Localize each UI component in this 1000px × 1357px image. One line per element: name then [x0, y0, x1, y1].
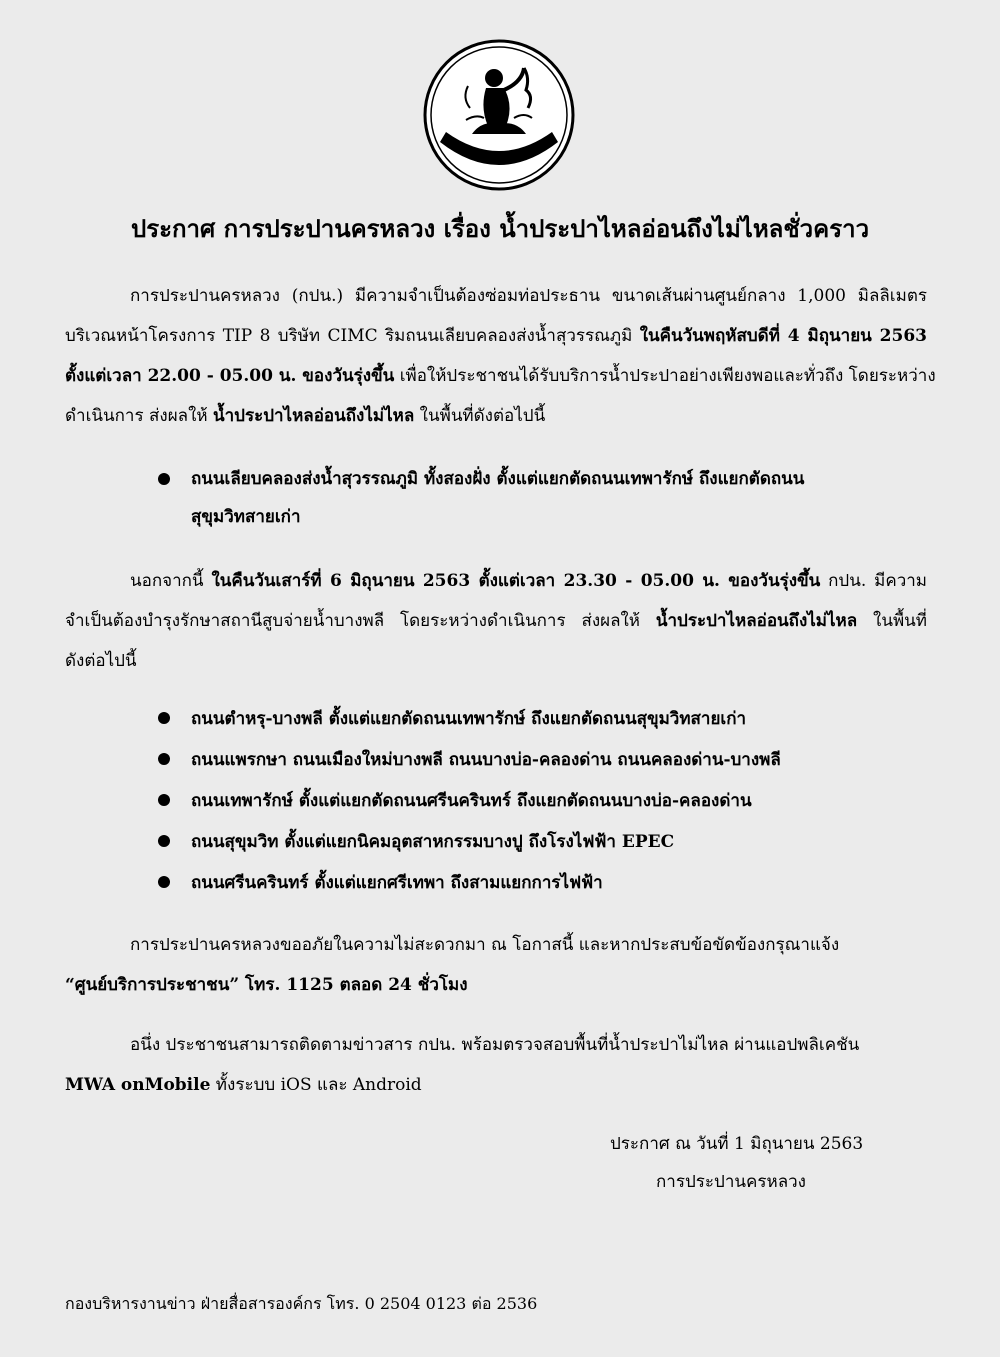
paragraph-line: การประปานครหลวง (กปน.) มีความจำเป็นต้องซ่อมท่อประธาน ขนาดเส้นผ่านศูนย์กลาง 1,000 มิลลิเมตร	[130, 286, 927, 306]
bullet-icon	[158, 876, 170, 888]
bullet-icon	[158, 794, 170, 806]
effect-highlight: น้ำประปาไหลอ่อนถึงไม่ไหล	[212, 406, 415, 426]
mwa-seal-logo	[422, 38, 576, 192]
paragraph-line: อนึ่ง ประชาชนสามารถติดตามข่าวสาร กปน. พร้อมตรวจสอบพื้นที่น้ำประปาไม่ไหล ผ่านแอปพลิเคชัน	[130, 1035, 860, 1055]
paragraph-line: การประปานครหลวงขออภัยในความไม่สะดวกมา ณ โอกาสนี้ และหากประสบข้อขัดข้องกรุณาแจ้ง	[130, 935, 840, 955]
bullet-icon	[158, 753, 170, 765]
paragraph-line: บริเวณหน้าโครงการ TIP 8 บริษัท CIMC ริมถนนเลียบคลองส่งน้ำสุวรรณภูมิ ในคืนวันพฤหัสบดีที่ 4 มิถุนายน 2563	[65, 326, 927, 346]
date-highlight: ในคืนวันเสาร์ที่ 6 มิถุนายน 2563 ตั้งแต่เวลา 23.30 - 05.00 น. ของวันรุ่งขึ้น	[211, 571, 821, 591]
list-item: ถนนแพรกษา ถนนเมืองใหม่บางพลี ถนนบางบ่อ-คลองด่าน ถนนคลองด่าน-บางพลี	[158, 740, 928, 781]
bullet-icon	[158, 473, 170, 485]
paragraph-line: ดังต่อไปนี้	[65, 651, 137, 671]
effect-highlight: น้ำประปาไหลอ่อนถึงไม่ไหล	[655, 611, 858, 631]
affected-areas-list-1	[158, 460, 928, 536]
affected-areas-list-2	[158, 699, 928, 904]
announcement-title: ประกาศ การประปานครหลวง เรื่อง น้ำประปาไหลอ่อนถึงไม่ไหลชั่วคราว	[130, 214, 870, 243]
list-item: ถนนสุขุมวิท ตั้งแต่แยกนิคมอุตสาหกรรมบางปู ถึงโรงไฟฟ้า EPEC	[158, 822, 928, 863]
footer-contact: กองบริหารงานข่าว ฝ่ายสื่อสารองค์กร โทร. 0 2504 0123 ต่อ 2536	[65, 1294, 538, 1313]
paragraph-pump-maintenance	[65, 561, 927, 681]
paragraph-line: นอกจากนี้ ในคืนวันเสาร์ที่ 6 มิถุนายน 2563 ตั้งแต่เวลา 23.30 - 05.00 น. ของวันรุ่งขึ้น กปน. มีความ	[130, 571, 928, 591]
signing-organization: การประปานครหลวง	[656, 1172, 806, 1192]
bullet-icon	[158, 835, 170, 847]
list-item: ถนนเทพารักษ์ ตั้งแต่แยกตัดถนนศรีนครินทร์ ถึงแยกตัดถนนบางบ่อ-คลองด่าน	[158, 781, 928, 822]
paragraph-line: ดำเนินการ ส่งผลให้ น้ำประปาไหลอ่อนถึงไม่ไหล ในพื้นที่ดังต่อไปนี้	[65, 406, 546, 426]
paragraph-apology	[65, 925, 927, 1005]
date-highlight: ในคืนวันพฤหัสบดีที่ 4 มิถุนายน 2563	[639, 326, 927, 346]
paragraph-line: MWA onMobile ทั้งระบบ iOS และ Android	[65, 1075, 422, 1095]
paragraph-app-info	[65, 1025, 927, 1105]
paragraph-line: “ศูนย์บริการประชาชน” โทร. 1125 ตลอด 24 ชั่วโมง	[65, 975, 468, 995]
list-item: ถนนศรีนครินทร์ ตั้งแต่แยกศรีเทพา ถึงสามแยกการไฟฟ้า	[158, 863, 928, 904]
paragraph-repair-notice	[65, 276, 936, 436]
list-item: ถนนเลียบคลองส่งน้ำสุวรรณภูมิ ทั้งสองฝั่ง ตั้งแต่แยกตัดถนนเทพารักษ์ ถึงแยกตัดถนน สุขุมวิทสายเก่า	[158, 460, 928, 536]
time-highlight: ตั้งแต่เวลา 22.00 - 05.00 น. ของวันรุ่งขึ้น	[65, 366, 395, 386]
paragraph-line: ตั้งแต่เวลา 22.00 - 05.00 น. ของวันรุ่งขึ้น เพื่อให้ประชาชนได้รับบริการน้ำประปาอย่างเพียงพอและทั่วถึง โดยระหว่าง	[65, 366, 936, 386]
paragraph-line: จำเป็นต้องบำรุงรักษาสถานีสูบจ่ายน้ำบางพลี โดยระหว่างดำเนินการ ส่งผลให้ น้ำประปาไหลอ่อนถึงไม่ไหล ในพื้นที่	[65, 611, 928, 631]
seal-emblem-icon	[422, 38, 576, 192]
bullet-icon	[158, 712, 170, 724]
app-name: MWA onMobile	[65, 1075, 211, 1095]
list-item: ถนนตำหรุ-บางพลี ตั้งแต่แยกตัดถนนเทพารักษ์ ถึงแยกตัดถนนสุขุมวิทสายเก่า	[158, 699, 928, 740]
announcement-date: ประกาศ ณ วันที่ 1 มิถุนายน 2563	[610, 1134, 864, 1154]
